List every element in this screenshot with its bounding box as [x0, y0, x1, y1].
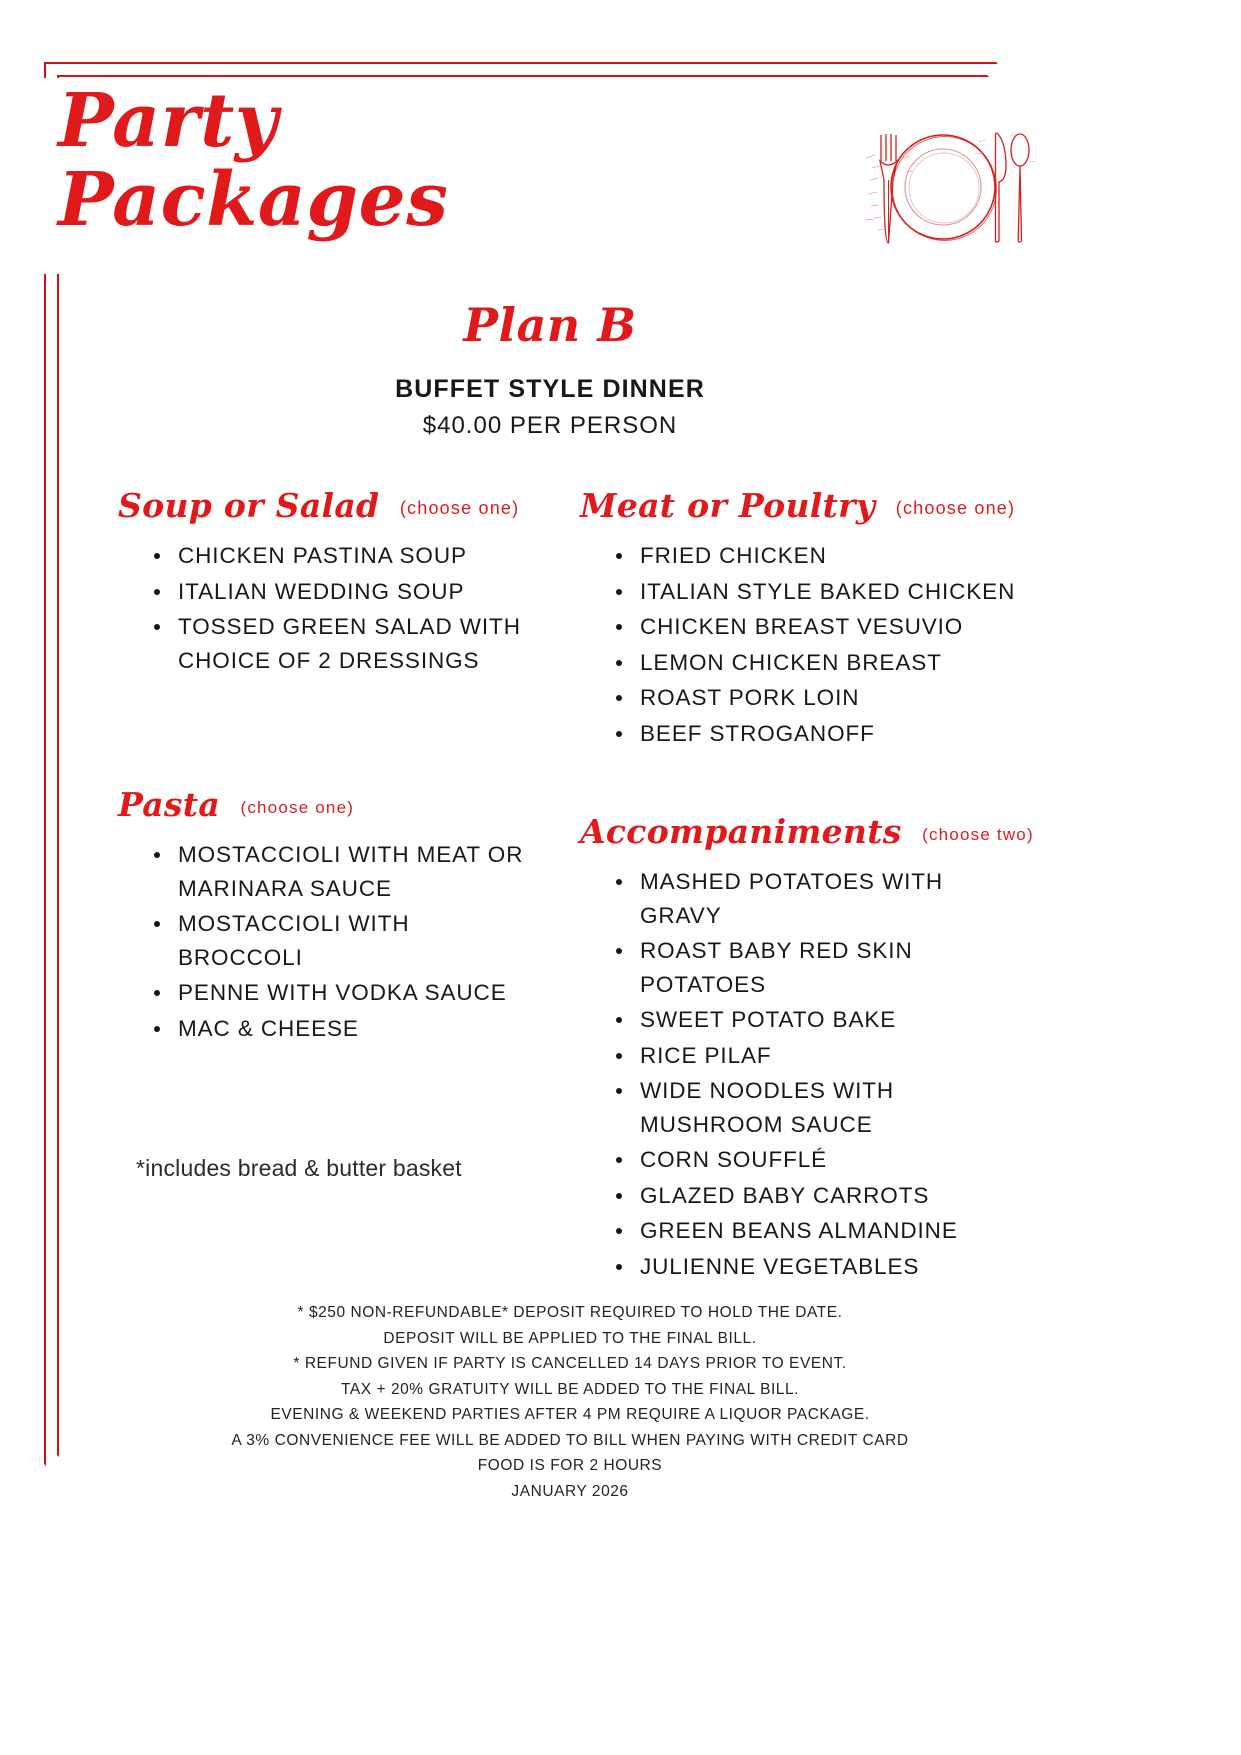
section-meat-or-poultry: [580, 486, 1020, 752]
list-item: GLAZED BABY CARROTS: [616, 1179, 1020, 1213]
fineprint-line: * $250 NON-REFUNDABLE* DEPOSIT REQUIRED TO HOLD THE DATE.: [297, 1304, 843, 1321]
fineprint-line: EVENING & WEEKEND PARTIES AFTER 4 PM REQUIRE A LIQUOR PACKAGE.: [270, 1406, 870, 1423]
page-title-line2: Packages: [58, 156, 449, 243]
list-item: ROAST PORK LOIN: [616, 681, 1020, 715]
fineprint-line: * REFUND GIVEN IF PARTY IS CANCELLED 14 DAYS PRIOR TO EVENT.: [293, 1355, 847, 1372]
section-meat-or-poultry-header: [580, 486, 1020, 525]
section-soup-or-salad-choose: (choose one): [399, 498, 520, 518]
list-item: FRIED CHICKEN: [616, 539, 1020, 573]
section-accompaniments: [580, 812, 1034, 1285]
plan-style: BUFFET STYLE DINNER: [395, 375, 705, 403]
list-item: ITALIAN STYLE BAKED CHICKEN: [616, 575, 1020, 609]
section-pasta-choose: (choose one): [240, 798, 355, 817]
section-pasta-header: [118, 785, 538, 824]
bread-basket-note: *includes bread & butter basket: [136, 1155, 462, 1181]
list-item: MOSTACCIOLI WITH BROCCOLI: [154, 907, 538, 974]
list-item: MOSTACCIOLI WITH MEAT OR MARINARA SAUCE: [154, 838, 538, 905]
section-soup-or-salad: [118, 486, 538, 679]
list-item: BEEF STROGANOFF: [616, 717, 1020, 751]
list-item: ITALIAN WEDDING SOUP: [154, 575, 538, 609]
list-item: TOSSED GREEN SALAD WITH CHOICE OF 2 DRESSINGS: [154, 610, 538, 677]
list-item: GREEN BEANS ALMANDINE: [616, 1214, 1020, 1248]
page-title-line1: Party: [58, 78, 279, 164]
section-pasta-title: Pasta: [118, 785, 221, 824]
list-item: CHICKEN BREAST VESUVIO: [616, 610, 1020, 644]
section-soup-or-salad-header: [118, 486, 538, 525]
section-meat-or-poultry-title: Meat or Poultry: [580, 486, 876, 525]
section-accompaniments-title: Accompaniments: [580, 812, 902, 851]
meat-or-poultry-item-list: [580, 539, 1020, 750]
plate-fork-knife-spoon-icon: [848, 128, 1038, 246]
list-item: WIDE NOODLES WITH MUSHROOM SAUCE: [616, 1074, 1020, 1141]
list-item: JULIENNE VEGETABLES: [616, 1250, 1020, 1284]
list-item: LEMON CHICKEN BREAST: [616, 646, 1020, 680]
fineprint-line: TAX + 20% GRATUITY WILL BE ADDED TO THE FINAL BILL.: [340, 1380, 800, 1398]
fineprint-block: [0, 1300, 1140, 1504]
fineprint-line: JANUARY 2026: [511, 1482, 629, 1500]
plan-name: Plan B: [463, 298, 637, 352]
page-title: [58, 78, 478, 243]
soup-or-salad-item-list: [118, 539, 538, 677]
list-item: MASHED POTATOES WITH GRAVY: [616, 865, 1020, 932]
fineprint-line: FOOD IS FOR 2 HOURS: [477, 1457, 663, 1474]
section-meat-or-poultry-choose: (choose one): [895, 498, 1016, 518]
list-item: MAC & CHEESE: [154, 1012, 538, 1046]
list-item: PENNE WITH VODKA SAUCE: [154, 976, 538, 1010]
plan-price: $40.00 PER PERSON: [422, 412, 678, 439]
section-accompaniments-choose: (choose two): [922, 825, 1034, 844]
section-soup-or-salad-title: Soup or Salad: [118, 486, 380, 525]
list-item: ROAST BABY RED SKIN POTATOES: [616, 934, 1020, 1001]
fineprint-line: DEPOSIT WILL BE APPLIED TO THE FINAL BILL.: [383, 1329, 757, 1347]
list-item: RICE PILAF: [616, 1039, 1020, 1073]
section-pasta: [118, 785, 538, 1047]
list-item: SWEET POTATO BAKE: [616, 1003, 1020, 1037]
pasta-item-list: [118, 838, 538, 1045]
fineprint-line: A 3% CONVENIENCE FEE WILL BE ADDED TO BILL WHEN PAYING WITH CREDIT CARD: [231, 1431, 909, 1449]
list-item: CORN SOUFFLÉ: [616, 1143, 1020, 1177]
accompaniments-item-list: [580, 865, 1020, 1283]
list-item: CHICKEN PASTINA SOUP: [154, 539, 538, 573]
section-accompaniments-header: [580, 812, 1034, 851]
